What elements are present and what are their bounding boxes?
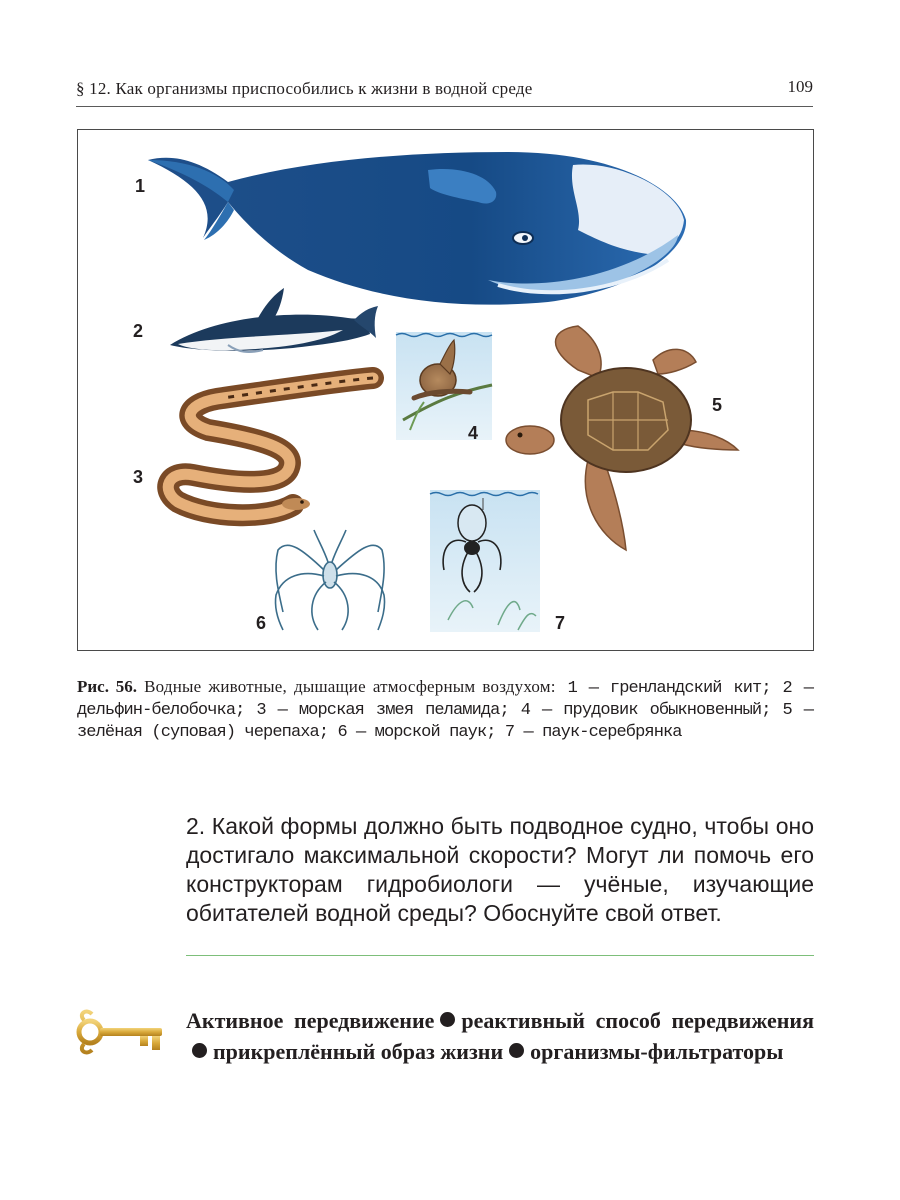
sea-turtle-illustration — [506, 326, 738, 550]
key-icon — [76, 1008, 168, 1056]
key-terms — [186, 1005, 814, 1067]
figure-label-3: 3 — [133, 467, 144, 487]
sea-spider-illustration — [275, 530, 384, 630]
section-title: § 12. Как организмы приспособились к жизни в водной среде — [76, 79, 533, 98]
key-term: Активное передвижение — [186, 1008, 435, 1033]
page-number: 109 — [787, 77, 813, 96]
sea-snake-illustration — [168, 378, 373, 515]
bullet-dot — [440, 1012, 455, 1027]
figure-label-6: 6 — [256, 613, 267, 633]
caption-body: 1 — гренландский кит; 2 — дельфин-белобочка; 3 — морская змея пеламида; 4 — прудовик обыкновенный; 5 — зелёная (суповая) черепаха; 6 — морской паук; 7 — паук-серебрянка — [77, 679, 813, 742]
key-term: реактивный способ передвижения — [461, 1008, 814, 1033]
bullet-dot — [192, 1043, 207, 1058]
key-term: организмы-фильтраторы — [530, 1039, 784, 1064]
whale-illustration — [148, 152, 686, 305]
figure-56 — [77, 129, 814, 651]
caption-label: Рис. 56. — [77, 677, 138, 696]
question-2: 2. Какой формы должно быть подводное судно, чтобы оно достигало максимальной скорости? Могут ли помочь его конструкторам гидробиологи — учёные, изучающие обитателей водной среды? Обоснуйте свой ответ. — [186, 813, 814, 926]
key-term: прикреплённый образ жизни — [213, 1039, 504, 1064]
caption-lead: Водные животные, дышащие атмосферным воздухом: — [137, 677, 556, 696]
water-spider-illustration — [430, 490, 540, 632]
page-header — [76, 76, 813, 107]
dolphin-illustration — [170, 288, 378, 352]
figure-label-4: 4 — [468, 423, 479, 443]
bullet-dot — [509, 1043, 524, 1058]
figure-label-5: 5 — [712, 395, 723, 415]
figure-label-1: 1 — [135, 176, 146, 196]
figure-label-7: 7 — [555, 613, 566, 633]
figure-label-2: 2 — [133, 321, 144, 341]
section-divider — [186, 955, 814, 956]
figure-caption — [77, 676, 813, 744]
